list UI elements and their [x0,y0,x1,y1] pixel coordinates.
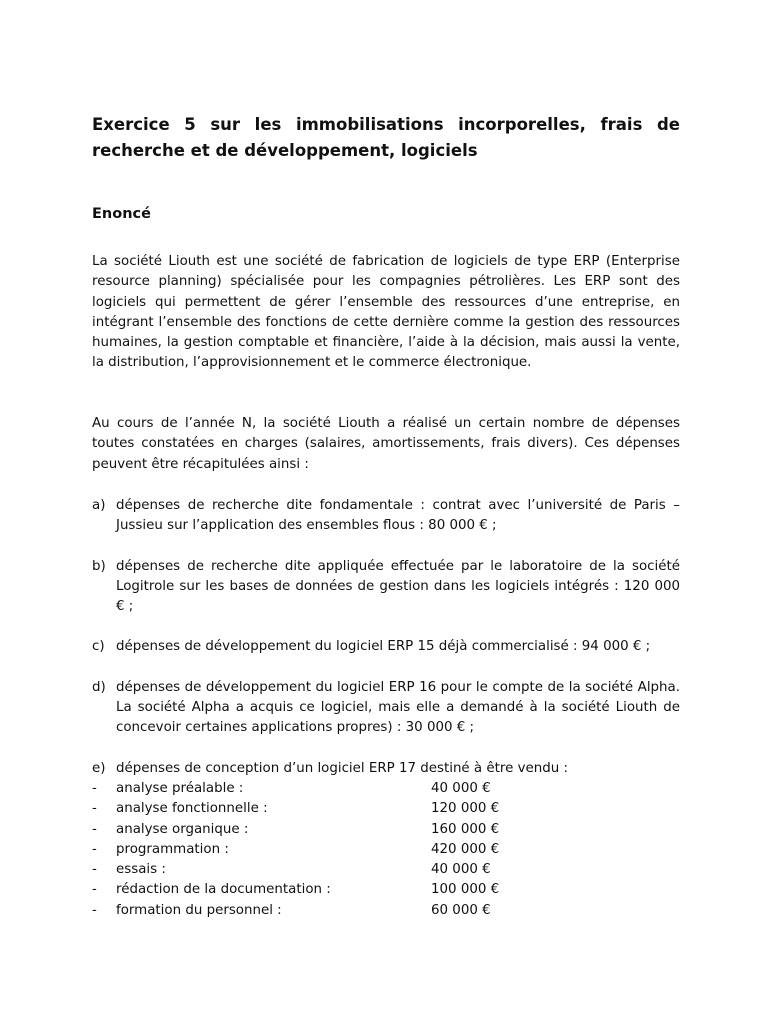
list-item-text: dépenses de développement du logiciel ERP 16 pour le compte de la société Alpha. La société Alpha a acquis ce logiciel, mais elle a demandé à la société Liouth de concevoir certaines applications propres) : 30 000 € ; [116,679,680,736]
cost-row [92,779,680,799]
bullet-dash: - [92,862,97,878]
bullet-dash: - [92,780,97,796]
bullet-dash: - [92,821,97,837]
cost-label: formation du personnel : [116,902,282,918]
cost-row [92,901,680,921]
expense-list [92,496,680,921]
cost-amount: 120 000 € [431,801,500,817]
list-item [92,637,680,657]
bullet-dash: - [92,882,97,898]
cost-amount: 420 000 € [431,841,500,857]
expenses-paragraph: Au cours de l’année N, la société Liouth a réalisé un certain nombre de dépenses toutes constatées en charges (salaires, amortissements, frais divers). Ces dépenses peuvent être récapitulées ainsi : [92,416,680,472]
list-item-text: dépenses de recherche dite appliquée effectuée par le laboratoire de la société Logitrole sur les bases de données de gestion dans les logiciels intégrés : 120 000 € ; [116,558,680,615]
list-item-label: c) [92,639,105,655]
list-item-text: dépenses de recherche dite fondamentale : contrat avec l’université de Paris – Jussieu sur l’application des ensembles flous : 80 000 € ; [116,498,680,534]
cost-label: analyse organique : [116,821,249,837]
list-item-label: d) [92,679,106,695]
cost-amount: 100 000 € [431,882,500,898]
list-item [92,496,680,537]
cost-row [92,880,680,900]
cost-breakdown [92,779,680,921]
list-item-label: b) [92,558,106,574]
list-item-text: dépenses de développement du logiciel ERP 15 déjà commercialisé : 94 000 € ; [116,639,651,655]
cost-amount: 60 000 € [431,902,491,918]
cost-row [92,820,680,840]
bullet-dash: - [92,841,97,857]
list-item [92,678,680,739]
cost-row [92,860,680,880]
cost-label: programmation : [116,841,229,857]
cost-label: analyse fonctionnelle : [116,801,268,817]
cost-label: rédaction de la documentation : [116,882,331,898]
bullet-dash: - [92,902,97,918]
cost-label: essais : [116,862,166,878]
list-item [92,557,680,618]
cost-amount: 160 000 € [431,821,500,837]
cost-amount: 40 000 € [431,862,491,878]
section-heading: Enoncé [92,206,151,222]
cost-row [92,840,680,860]
cost-amount: 40 000 € [431,780,491,796]
list-item-text: dépenses de conception d’un logiciel ERP 17 destiné à être vendu : [116,760,568,776]
cost-label: analyse préalable : [116,780,244,796]
exercise-title: Exercice 5 sur les immobilisations incorporelles, frais de recherche et de développement, logiciels [92,115,680,160]
list-item-label: e) [92,760,106,776]
bullet-dash: - [92,801,97,817]
cost-row [92,799,680,819]
intro-paragraph: La société Liouth est une société de fabrication de logiciels de type ERP (Enterprise resource planning) spécialisée pour les compagnies pétrolières. Les ERP sont des logiciels qui permettent de gérer l’ensemble des ressources d’une entreprise, en intégrant l’ensemble des fonctions de cette dernière comme la gestion des ressources humaines, la gestion comptable et financière, l’aide à la décision, mais aussi la vente, la distribution, l’approvisionnement et le commerce électronique. [92,254,680,371]
list-item-label: a) [92,498,106,513]
list-item [92,759,680,779]
